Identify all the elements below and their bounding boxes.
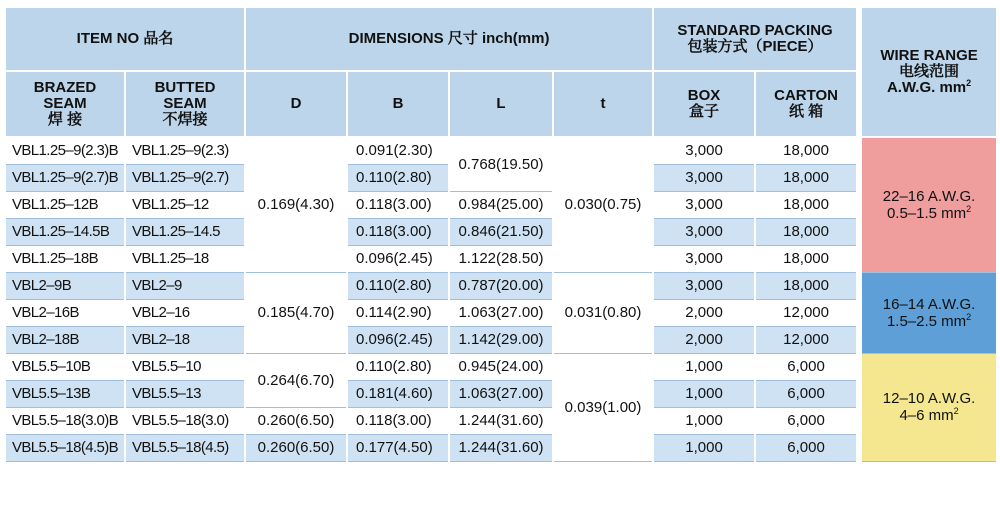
box-line2: 盒子 (689, 103, 720, 120)
b-cell: 0.181(4.60) (347, 381, 449, 408)
carton-line1: CARTON (774, 87, 838, 105)
butted-cell: VBL2–16 (125, 300, 245, 327)
b-cell: 0.110(2.80) (347, 273, 449, 300)
b-cell: 0.110(2.80) (347, 354, 449, 381)
brazed-line2: SEAM (43, 95, 87, 113)
wire-range-group1 (859, 137, 997, 273)
wire-range-line1: WIRE RANGE (880, 46, 978, 64)
butted-cell: VBL2–9 (125, 273, 245, 300)
butted-cell: VBL1.25–9(2.7) (125, 165, 245, 192)
b-cell: 0.177(4.50) (347, 435, 449, 462)
wire-mm-value: 1.5–2.5 mm (886, 312, 967, 330)
carton-cell: 6,000 (755, 435, 859, 462)
carton-cell: 6,000 (755, 381, 859, 408)
standard-packing-line1: STANDARD PACKING (677, 22, 833, 40)
brazed-cell: VBL1.25–14.5B (5, 219, 125, 246)
col-t-header: t (553, 71, 653, 137)
carton-cell: 12,000 (755, 327, 859, 354)
brazed-cell: VBL5.5–13B (5, 381, 125, 408)
wire-mm-value: 0.5–1.5 mm (886, 204, 967, 222)
wire-range-unit: A.W.G. mm (886, 79, 967, 97)
d-cell: 0.260(6.50) (245, 408, 347, 435)
butted-line1: BUTTED (154, 79, 216, 97)
b-cell: 0.096(2.45) (347, 327, 449, 354)
box-cell: 2,000 (653, 300, 755, 327)
wire-range-line3 (864, 79, 994, 96)
col-d-header: D (245, 71, 347, 137)
brazed-line3: 焊 接 (47, 110, 83, 128)
table-row (5, 300, 997, 327)
d-cell-group2: 0.185(4.70) (245, 273, 347, 354)
box-cell: 1,000 (653, 435, 755, 462)
butted-cell: VBL1.25–14.5 (125, 219, 245, 246)
b-cell: 0.091(2.30) (347, 137, 449, 165)
header-row-1 (5, 7, 997, 71)
b-cell: 0.114(2.90) (347, 300, 449, 327)
l-cell: 0.945(24.00) (449, 354, 553, 381)
butted-cell: VBL5.5–10 (125, 354, 245, 381)
carton-cell: 18,000 (755, 273, 859, 300)
b-cell: 0.110(2.80) (347, 165, 449, 192)
butted-line2: SEAM (163, 95, 207, 113)
box-cell: 3,000 (653, 192, 755, 219)
box-cell: 3,000 (653, 219, 755, 246)
wire-mm-value: 4–6 mm (899, 407, 954, 424)
carton-cell: 12,000 (755, 300, 859, 327)
l-cell: 1.063(27.00) (449, 300, 553, 327)
butted-cell: VBL1.25–9(2.3) (125, 137, 245, 165)
b-cell: 0.118(3.00) (347, 219, 449, 246)
wire-awg: 16–14 A.W.G. (882, 295, 976, 313)
wire-range-group2 (859, 273, 997, 354)
brazed-cell: VBL2–9B (5, 273, 125, 300)
butted-seam-header (125, 71, 245, 137)
box-cell: 3,000 (653, 165, 755, 192)
butted-cell: VBL5.5–18(3.0) (125, 408, 245, 435)
wire-mm (864, 407, 994, 424)
brazed-line1: BRAZED (33, 79, 97, 97)
brazed-cell: VBL1.25–18B (5, 246, 125, 273)
item-no-header: ITEM NO 品名 (5, 7, 245, 71)
wire-range-header (859, 7, 997, 137)
carton-line2: 纸 箱 (788, 103, 824, 120)
l-cell: 0.846(21.50) (449, 219, 553, 246)
box-line1: BOX (687, 87, 721, 105)
d-cell-group3: 0.264(6.70) (245, 354, 347, 408)
standard-packing-header (653, 7, 859, 71)
carton-cell: 6,000 (755, 354, 859, 381)
brazed-cell: VBL5.5–18(4.5)B (5, 435, 125, 462)
brazed-cell: VBL1.25–12B (5, 192, 125, 219)
wire-range-group3 (859, 354, 997, 462)
wire-awg: 12–10 A.W.G. (882, 390, 976, 408)
wire-awg: 22–16 A.W.G. (882, 187, 976, 205)
box-cell: 2,000 (653, 327, 755, 354)
b-cell: 0.118(3.00) (347, 408, 449, 435)
wire-range-sup: 2 (966, 78, 972, 89)
l-cell: 0.787(20.00) (449, 273, 553, 300)
box-cell: 1,000 (653, 354, 755, 381)
table-row (5, 435, 997, 462)
wire-mm-sup: 2 (966, 311, 972, 322)
box-cell: 3,000 (653, 137, 755, 165)
spec-table (4, 6, 998, 462)
butted-cell: VBL5.5–13 (125, 381, 245, 408)
b-cell: 0.118(3.00) (347, 192, 449, 219)
d-cell-group1: 0.169(4.30) (245, 137, 347, 273)
carton-cell: 18,000 (755, 137, 859, 165)
dimensions-header: DIMENSIONS 尺寸 inch(mm) (245, 7, 653, 71)
table-row (5, 381, 997, 408)
t-cell-group1: 0.030(0.75) (553, 137, 653, 273)
d-cell: 0.260(6.50) (245, 435, 347, 462)
table-row (5, 354, 997, 381)
box-cell: 3,000 (653, 246, 755, 273)
t-cell-group2: 0.031(0.80) (553, 273, 653, 354)
l-cell: 1.244(31.60) (449, 435, 553, 462)
standard-packing-line2: 包装方式（PIECE） (687, 38, 823, 55)
brazed-cell: VBL5.5–10B (5, 354, 125, 381)
table-row (5, 219, 997, 246)
brazed-cell: VBL1.25–9(2.3)B (5, 137, 125, 165)
wire-range-line2: 电线范围 (899, 62, 960, 80)
carton-cell: 6,000 (755, 408, 859, 435)
table-row (5, 192, 997, 219)
brazed-cell: VBL2–18B (5, 327, 125, 354)
box-cell: 1,000 (653, 408, 755, 435)
butted-cell: VBL2–18 (125, 327, 245, 354)
carton-cell: 18,000 (755, 219, 859, 246)
brazed-cell: VBL2–16B (5, 300, 125, 327)
l-cell: 1.142(29.00) (449, 327, 553, 354)
header-row-2 (5, 71, 997, 137)
wire-mm-sup: 2 (953, 406, 959, 416)
table-row (5, 273, 997, 300)
l-cell: 0.984(25.00) (449, 192, 553, 219)
box-cell: 3,000 (653, 273, 755, 300)
box-cell: 1,000 (653, 381, 755, 408)
carton-cell: 18,000 (755, 165, 859, 192)
table-row (5, 408, 997, 435)
col-b-header: B (347, 71, 449, 137)
table-row (5, 327, 997, 354)
carton-cell: 18,000 (755, 246, 859, 273)
butted-line3: 不焊接 (162, 110, 208, 128)
brazed-cell: VBL1.25–9(2.7)B (5, 165, 125, 192)
col-l-header: L (449, 71, 553, 137)
t-cell-group3: 0.039(1.00) (553, 354, 653, 462)
butted-cell: VBL5.5–18(4.5) (125, 435, 245, 462)
brazed-cell: VBL5.5–18(3.0)B (5, 408, 125, 435)
wire-mm (864, 313, 994, 330)
wire-mm (864, 205, 994, 222)
carton-cell: 18,000 (755, 192, 859, 219)
brazed-seam-header (5, 71, 125, 137)
table-row (5, 137, 997, 165)
l-cell-group1: 0.768(19.50) (449, 137, 553, 192)
l-cell: 1.244(31.60) (449, 408, 553, 435)
l-cell: 1.063(27.00) (449, 381, 553, 408)
butted-cell: VBL1.25–18 (125, 246, 245, 273)
carton-header (755, 71, 859, 137)
b-cell: 0.096(2.45) (347, 246, 449, 273)
box-header (653, 71, 755, 137)
l-cell: 1.122(28.50) (449, 246, 553, 273)
wire-mm-sup: 2 (966, 203, 972, 214)
table-row (5, 246, 997, 273)
butted-cell: VBL1.25–12 (125, 192, 245, 219)
